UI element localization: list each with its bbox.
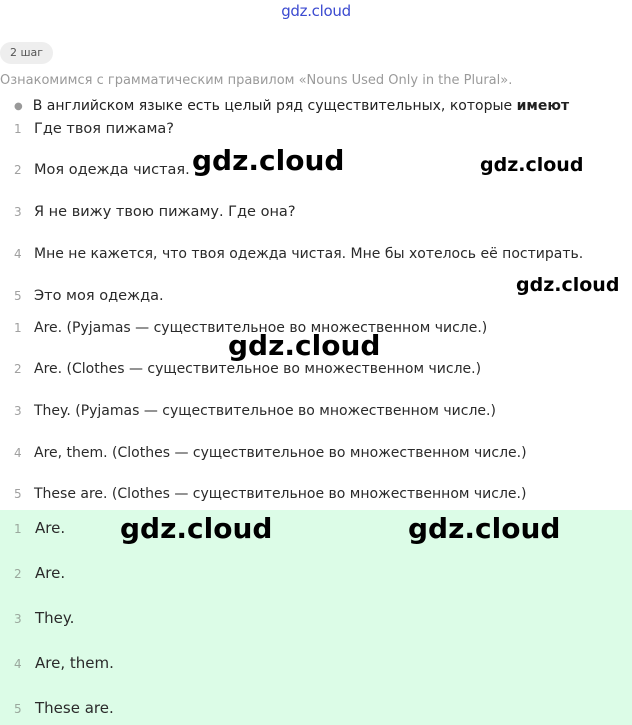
item-text: These are. (Clothes — существительное во множественном числе.) xyxy=(34,486,527,502)
rule-bullet xyxy=(14,98,569,114)
item-text: Are. xyxy=(35,519,66,537)
rule-bold-text: имеют xyxy=(516,98,570,114)
watermark: gdz.cloud xyxy=(408,512,561,545)
item-number: 3 xyxy=(14,612,22,626)
item-number: 1 xyxy=(14,522,22,536)
item-number: 2 xyxy=(14,362,22,376)
explanation-item xyxy=(0,399,496,423)
item-text: Где твоя пижама? xyxy=(34,121,174,137)
answer-item xyxy=(0,605,74,631)
item-number: 4 xyxy=(14,247,22,261)
item-text: Мне не кажется, что твоя одежда чистая. Мне бы хотелось её постирать. xyxy=(34,246,584,262)
item-text: Are, them. xyxy=(35,654,114,672)
answer-item xyxy=(0,650,114,676)
item-text: Я не вижу твою пижаму. Где она? xyxy=(34,204,296,220)
watermark: gdz.cloud xyxy=(192,144,345,177)
step-badge: 2 шаг xyxy=(0,42,53,64)
item-text: Моя одежда чистая. xyxy=(34,162,190,178)
item-number: 5 xyxy=(14,289,22,303)
item-number: 5 xyxy=(14,702,22,716)
translation-item xyxy=(0,158,190,182)
item-text: They. xyxy=(35,609,75,627)
item-text: These are. xyxy=(35,699,114,717)
item-text: Are. (Pyjamas — существительное во множественном числе.) xyxy=(34,320,488,336)
item-number: 2 xyxy=(14,163,22,177)
item-number: 5 xyxy=(14,487,22,501)
item-text: They. (Pyjamas — существительное во множественном числе.) xyxy=(34,403,496,419)
item-text: Это моя одежда. xyxy=(34,288,164,304)
item-number: 2 xyxy=(14,567,22,581)
item-number: 1 xyxy=(14,122,22,136)
answer-item xyxy=(0,695,114,721)
item-number: 1 xyxy=(14,321,22,335)
site-logo[interactable]: gdz.cloud xyxy=(281,2,351,20)
translation-item xyxy=(0,200,296,224)
translation-item xyxy=(0,284,164,308)
item-text: Are. (Clothes — существительное во множественном числе.) xyxy=(34,361,482,377)
bullet-dot-icon: ● xyxy=(14,100,23,112)
answer-item xyxy=(0,515,65,541)
watermark: gdz.cloud xyxy=(228,329,381,362)
translation-item xyxy=(0,117,174,141)
item-text: Are, them. (Clothes — существительное во множественном числе.) xyxy=(34,445,527,461)
watermark: gdz.cloud xyxy=(480,154,584,176)
item-number: 4 xyxy=(14,657,22,671)
answer-item xyxy=(0,560,65,586)
explanation-item xyxy=(0,441,527,465)
explanation-item xyxy=(0,482,526,506)
translation-item xyxy=(0,242,583,266)
item-number: 4 xyxy=(14,446,22,460)
watermark: gdz.cloud xyxy=(516,274,620,296)
rule-text: В английском языке есть целый ряд существительных, которые xyxy=(32,98,517,114)
item-number: 3 xyxy=(14,404,22,418)
item-text: Are. xyxy=(35,564,66,582)
intro-text: Ознакомимся с грамматическим правилом «Nouns Used Only in the Plural». xyxy=(0,73,513,88)
item-number: 3 xyxy=(14,205,22,219)
watermark: gdz.cloud xyxy=(120,512,273,545)
